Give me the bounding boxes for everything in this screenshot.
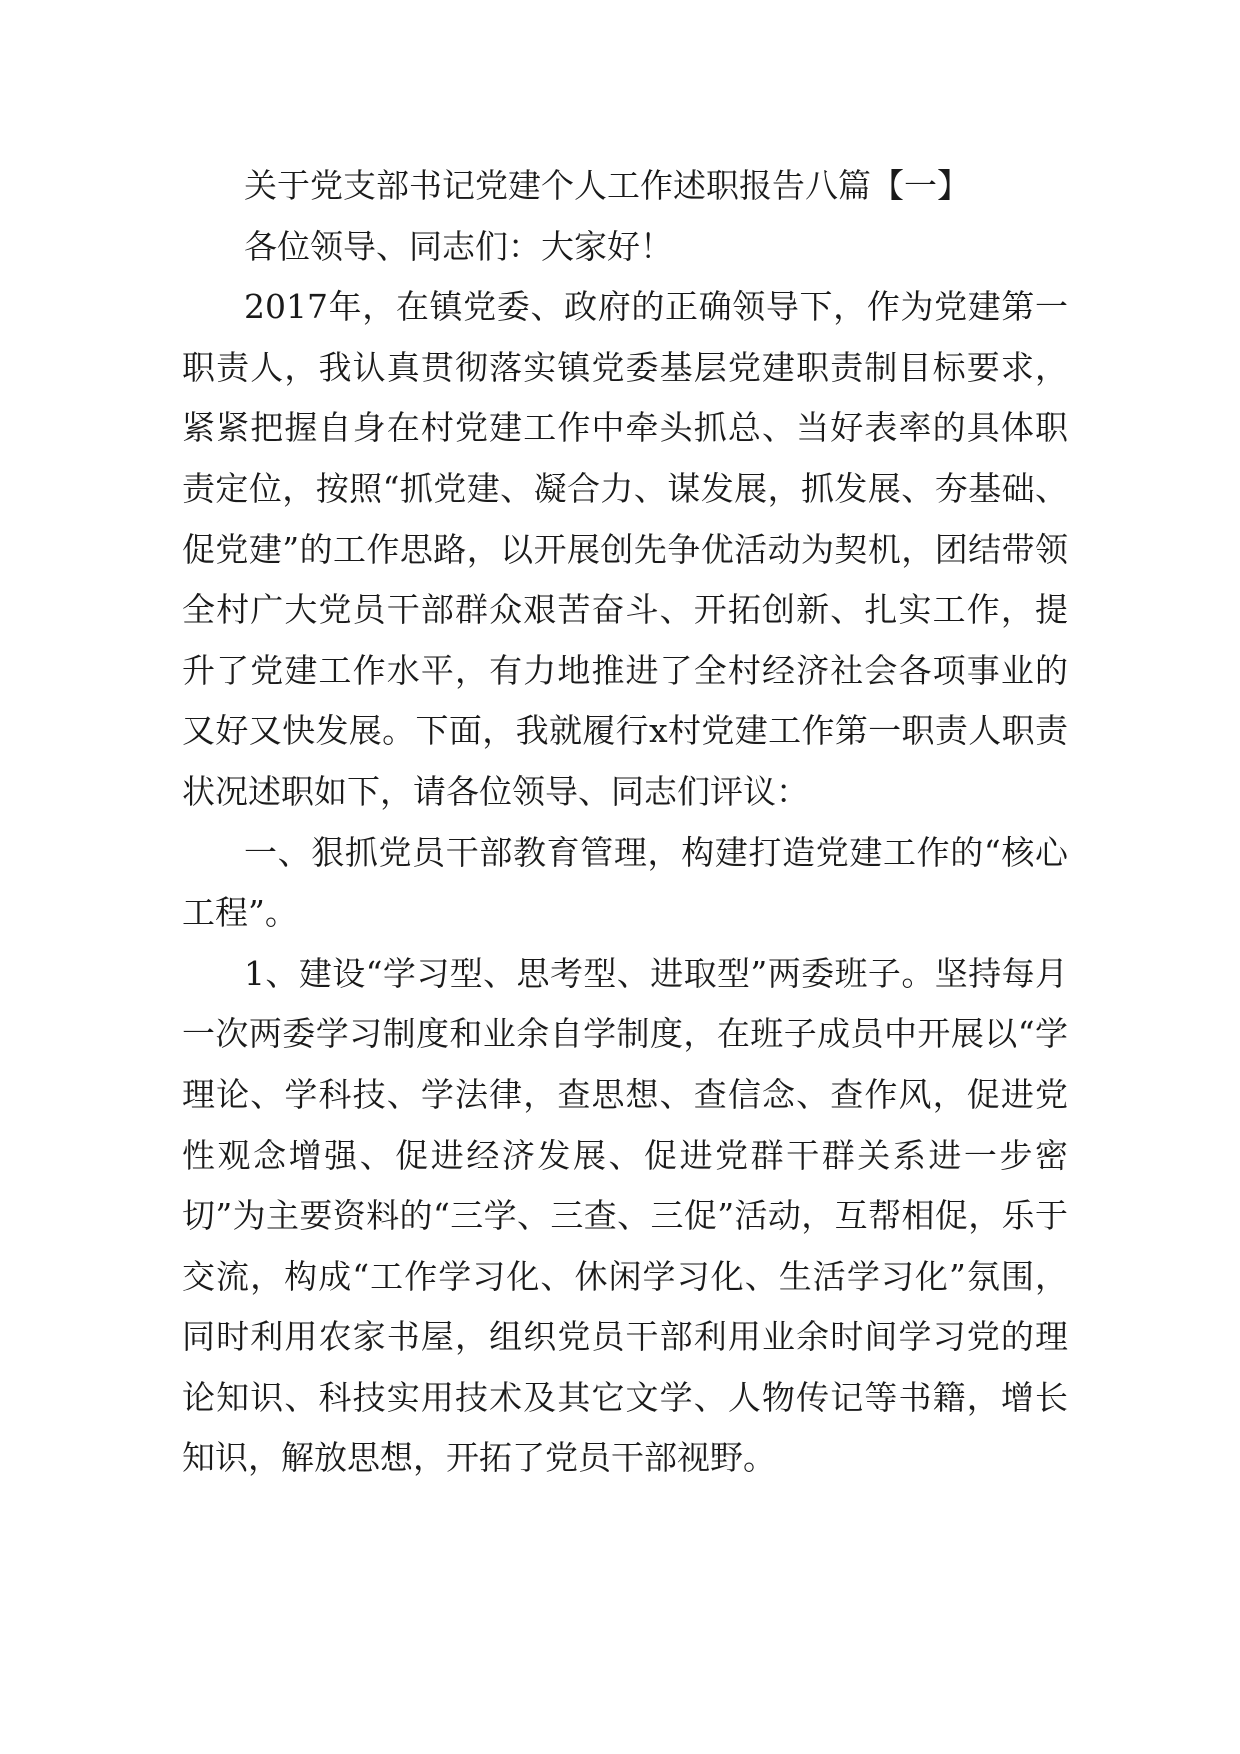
paragraph-intro: 2017年，在镇党委、政府的正确领导下，作为党建第一职责人，我认真贯彻落实镇党委基层党建职责制目标要求，紧紧把握自身在村党建工作中牵头抓总、当好表率的具体职责定位，按照“抓党建、凝合力、谋发展，抓发展、夯基础、促党建”的工作思路，以开展创先争优活动为契机，团结带领全村广大党员干部群众艰苦奋斗、开拓创新、扎实工作，提升了党建工作水平，有力地推进了全村经济社会各项事业的又好又快发展。下面，我就履行x村党建工作第一职责人职责状况述职如下，请各位领导、同志们评议：: [182, 287, 1068, 811]
document-body: [182, 156, 1068, 1489]
paragraph-1: 1、建设“学习型、思考型、进取型”两委班子。坚持每月一次两委学习制度和业余自学制度，在班子成员中开展以“学理论、学科技、学法律，查思想、查信念、查作风，促进党性观念增强、促进经济发展、促进党群干群关系进一步密切”为主要资料的“三学、三查、三促”活动，互帮相促，乐于交流，构成“工作学习化、休闲学习化、生活学习化”氛围，同时利用农家书屋，组织党员干部利用业余时间学习党的理论知识、科技实用技术及其它文学、人物传记等书籍，增长知识，解放思想，开拓了党员干部视野。: [182, 953, 1068, 1478]
section-heading-1: 一、狠抓党员干部教育管理，构建打造党建工作的“核心工程”。: [182, 832, 1068, 933]
document-title: 关于党支部书记党建个人工作述职报告八篇【一】: [244, 166, 970, 205]
salutation: 各位领导、同志们：大家好！: [244, 226, 673, 266]
